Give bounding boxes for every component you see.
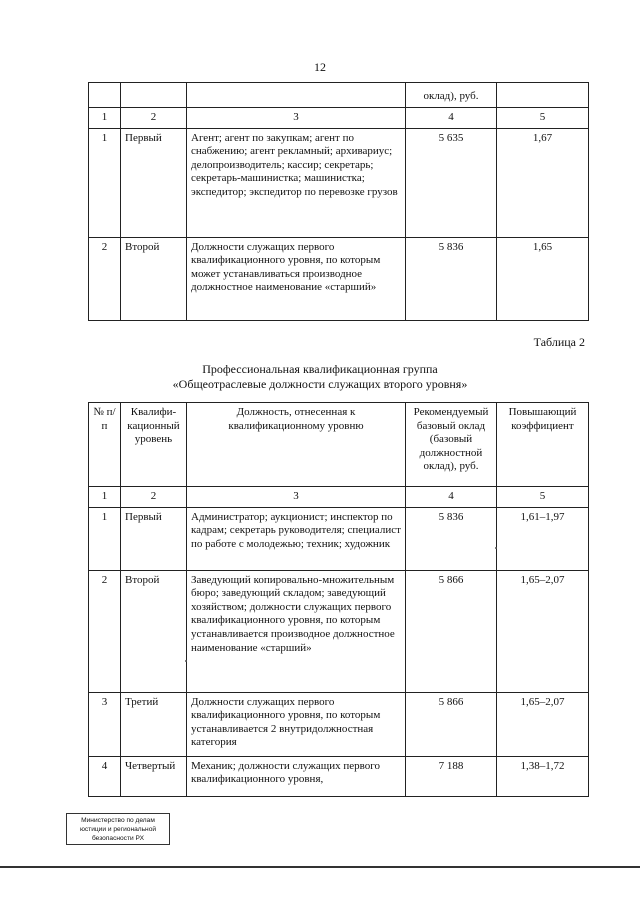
header-position: Должность, отнесенная к квалификационному уровню: [187, 403, 406, 487]
col-number: 5: [497, 487, 589, 508]
row-position: Заведующий копировально-множительным бюро; заведующий складом; заведующий хозяйством; должности служащих первого квалификационного уровня, по которым устанавливается производное должностное наименование «старший»: [187, 570, 406, 692]
row-level: Четвертый: [121, 756, 187, 796]
scan-speck: [495, 547, 497, 549]
table-row: [89, 237, 589, 320]
cell: [497, 83, 589, 108]
row-salary: 5 866: [406, 692, 497, 756]
table-row: [89, 756, 589, 796]
row-level: Первый: [121, 507, 187, 570]
cont-header-salary: оклад), руб.: [406, 83, 497, 108]
col-number: 5: [497, 108, 589, 129]
row-position: Механик; должности служащих первого квалификационного уровня,: [187, 756, 406, 796]
row-salary: 7 188: [406, 756, 497, 796]
col-number: 3: [187, 108, 406, 129]
stamp-line-1: Министерство по делам: [81, 817, 155, 824]
header-level: Квалифи-кационный уровень: [121, 403, 187, 487]
table-1: [88, 82, 589, 321]
col-number: 3: [187, 487, 406, 508]
cell: [89, 83, 121, 108]
row-position: Агент; агент по закупкам; агент по снабжению; агент рекламный; архивариус; делопроизводитель; кассир; секретарь; секретарь-машинистка; машинистка; экспедитор; экспедитор по перевозке грузов: [187, 128, 406, 237]
stamp-line-3: безопасности РХ: [91, 835, 144, 842]
table-2-title: [0, 362, 640, 392]
table-2: [88, 402, 589, 797]
row-number: 2: [89, 570, 121, 692]
header-coefficient: Повышающий коэффициент: [497, 403, 589, 487]
scan-speck: [185, 660, 187, 662]
header-salary: Рекомендуемый базовый оклад (базовый должностной оклад), руб.: [406, 403, 497, 487]
row-coefficient: 1,65–2,07: [497, 692, 589, 756]
table-2-column-numbers: [89, 487, 589, 508]
table-row: [89, 128, 589, 237]
row-coefficient: 1,65: [497, 237, 589, 320]
stamp-line-2: юстиции и региональной: [79, 826, 157, 833]
row-number: 1: [89, 128, 121, 237]
header-number: № п/п: [89, 403, 121, 487]
cell: [187, 83, 406, 108]
row-number: 4: [89, 756, 121, 796]
bottom-rule: [0, 866, 640, 868]
row-level: Второй: [121, 237, 187, 320]
ministry-stamp: [66, 813, 170, 845]
col-number: 2: [121, 108, 187, 129]
row-number: 2: [89, 237, 121, 320]
row-salary: 5 635: [406, 128, 497, 237]
table-2-title-line-2: «Общеотраслевые должности служащих второго уровня»: [172, 377, 468, 391]
row-position: Администратор; аукционист; инспектор по кадрам; секретарь руководителя; специалист по работе с молодежью; техник; художник: [187, 507, 406, 570]
row-coefficient: 1,67: [497, 128, 589, 237]
row-number: 1: [89, 507, 121, 570]
table-1-cont-header-row: [89, 83, 589, 108]
col-number: 1: [89, 108, 121, 129]
row-salary: 5 836: [406, 507, 497, 570]
table-2-label: Таблица 2: [533, 335, 585, 349]
row-coefficient: 1,61–1,97: [497, 507, 589, 570]
col-number: 4: [406, 487, 497, 508]
row-position: Должности служащих первого квалификационного уровня, по которым может устанавливаться производное должностное наименование «старший»: [187, 237, 406, 320]
row-coefficient: 1,65–2,07: [497, 570, 589, 692]
row-level: Третий: [121, 692, 187, 756]
col-number: 4: [406, 108, 497, 129]
row-salary: 5 866: [406, 570, 497, 692]
row-level: Первый: [121, 128, 187, 237]
row-level: Второй: [121, 570, 187, 692]
table-row: [89, 570, 589, 692]
table-row: [89, 507, 589, 570]
table-row: [89, 692, 589, 756]
table-1-column-numbers: [89, 108, 589, 129]
page-number: 12: [314, 60, 326, 74]
row-number: 3: [89, 692, 121, 756]
row-position: Должности служащих первого квалификационного уровня, по которым устанавливается 2 внутридолжностная категория: [187, 692, 406, 756]
cell: [121, 83, 187, 108]
table-2-title-line-1: Профессиональная квалификационная группа: [202, 362, 438, 376]
row-salary: 5 836: [406, 237, 497, 320]
row-coefficient: 1,38–1,72: [497, 756, 589, 796]
col-number: 2: [121, 487, 187, 508]
col-number: 1: [89, 487, 121, 508]
table-2-header-row: [89, 403, 589, 487]
